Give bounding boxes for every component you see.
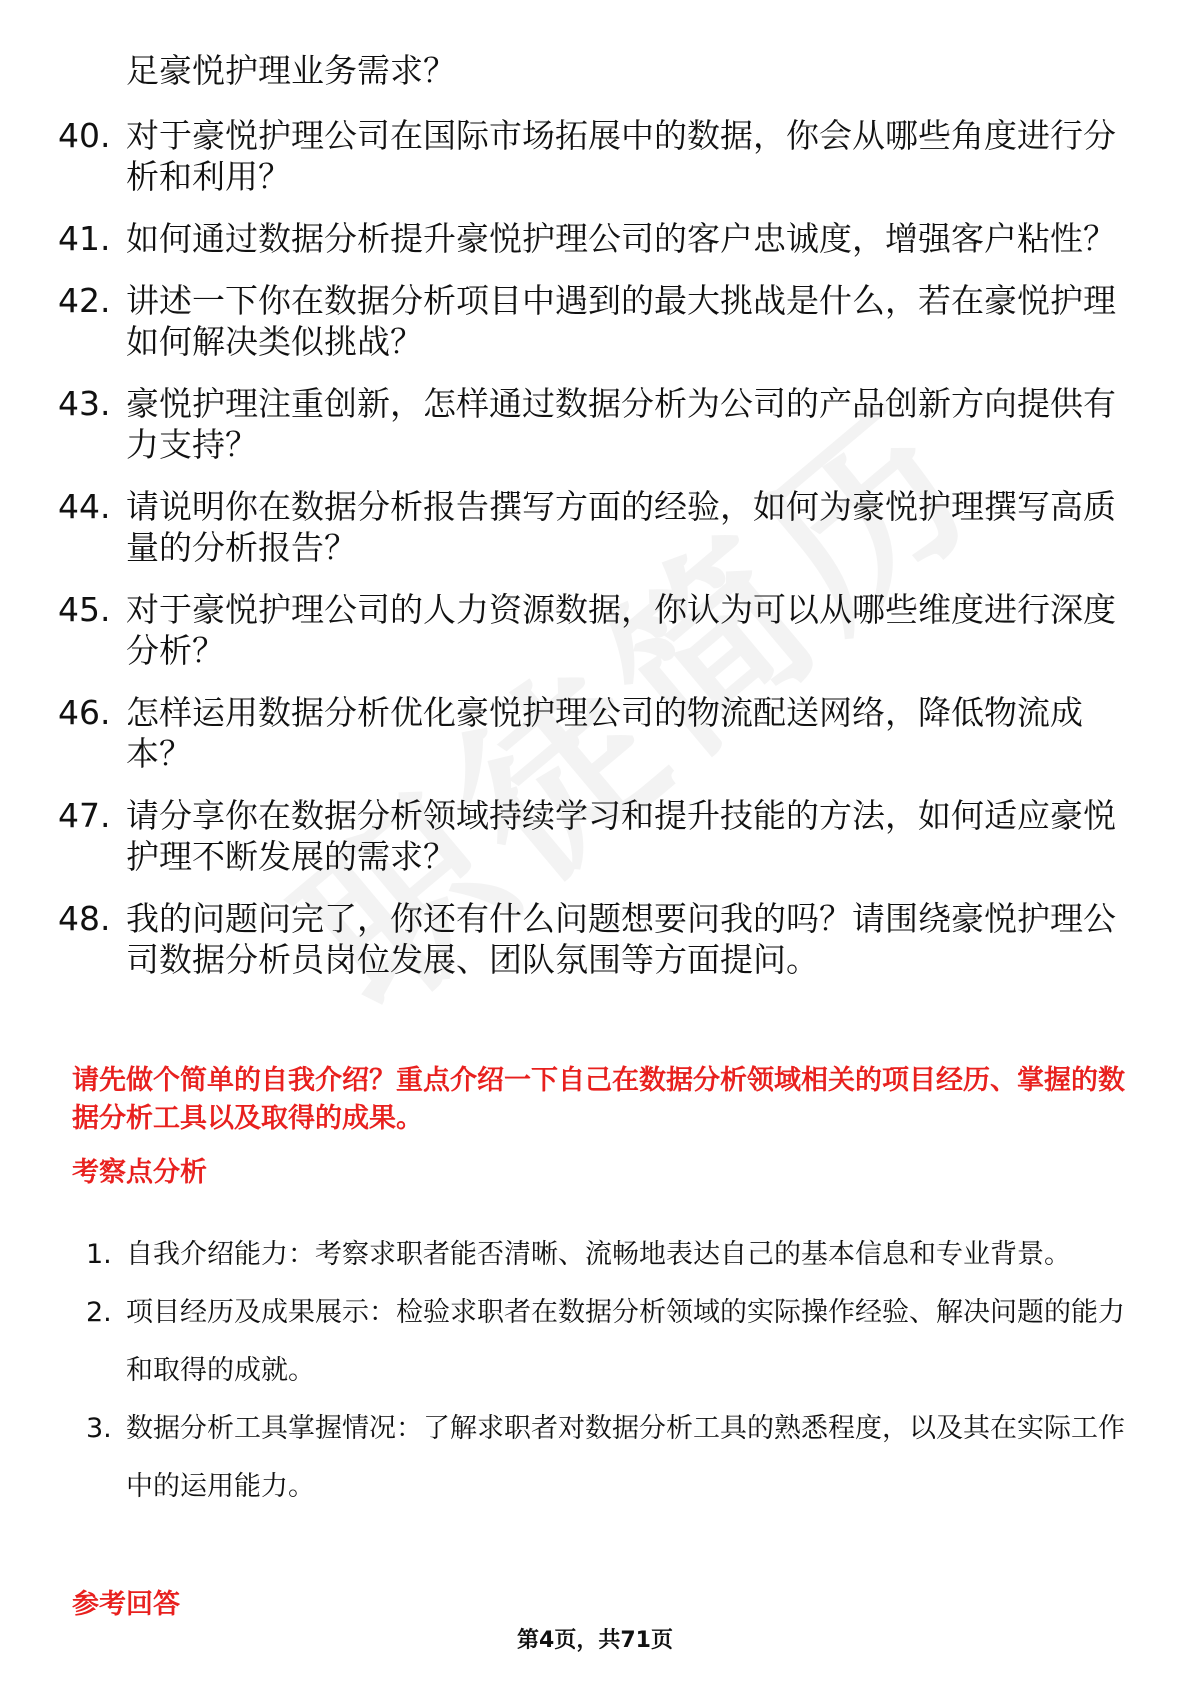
question-text: 请说明你在数据分析报告撰写方面的经验，如何为豪悦护理撰写高质量的分析报告？	[126, 487, 1116, 567]
analysis-item	[86, 1284, 1136, 1400]
featured-question: 请先做个简单的自我介绍？重点介绍一下自己在数据分析领域相关的项目经历、掌握的数据分析工具以及取得的成果。	[72, 1065, 1125, 1134]
question-number: 47.	[58, 796, 111, 835]
question-item	[58, 795, 1138, 877]
question-item	[58, 383, 1138, 465]
question-number: 43.	[58, 384, 111, 423]
question-text: 如何通过数据分析提升豪悦护理公司的客户忠诚度，增强客户粘性？	[126, 219, 1116, 258]
question-number: 44.	[58, 487, 111, 526]
analysis-item	[86, 1226, 1136, 1284]
analysis-text: 数据分析工具掌握情况：了解求职者对数据分析工具的熟悉程度，以及其在实际工作中的运用能力。	[126, 1413, 1125, 1502]
question-number: 40.	[58, 116, 111, 155]
analysis-number: 3.	[86, 1413, 112, 1444]
question-number: 42.	[58, 281, 111, 320]
question-text: 对于豪悦护理公司的人力资源数据，你认为可以从哪些维度进行深度分析？	[126, 590, 1116, 670]
question-number: 45.	[58, 590, 111, 629]
analysis-number: 2.	[86, 1297, 112, 1328]
question-number: 46.	[58, 693, 111, 732]
question-text: 豪悦护理注重创新，怎样通过数据分析为公司的产品创新方向提供有力支持？	[126, 384, 1116, 464]
question-number: 48.	[58, 899, 111, 938]
question-continuation: 足豪悦护理业务需求？	[126, 51, 456, 90]
question-text: 对于豪悦护理公司在国际市场拓展中的数据，你会从哪些角度进行分析和利用？	[126, 116, 1116, 196]
analysis-heading: 考察点分析	[72, 1157, 207, 1188]
page-footer: 第4页，共71页	[517, 1628, 673, 1653]
answer-heading: 参考回答	[72, 1589, 180, 1620]
question-text: 怎样运用数据分析优化豪悦护理公司的物流配送网络，降低物流成本？	[126, 693, 1083, 773]
question-item	[58, 115, 1138, 197]
analysis-text: 项目经历及成果展示：检验求职者在数据分析领域的实际操作经验、解决问题的能力和取得的成就。	[126, 1297, 1125, 1386]
question-text: 请分享你在数据分析领域持续学习和提升技能的方法，如何适应豪悦护理不断发展的需求？	[126, 796, 1116, 876]
analysis-number: 1.	[86, 1239, 112, 1270]
analysis-item	[86, 1400, 1136, 1516]
question-list	[58, 115, 1138, 1001]
question-text: 我的问题问完了，你还有什么问题想要问我的吗？请围绕豪悦护理公司数据分析员岗位发展、团队氛围等方面提问。	[126, 899, 1116, 979]
question-item	[58, 898, 1138, 980]
question-item	[58, 218, 1138, 259]
question-number: 41.	[58, 219, 111, 258]
analysis-list	[86, 1226, 1136, 1516]
question-item	[58, 692, 1138, 774]
question-item	[58, 486, 1138, 568]
question-item	[58, 280, 1138, 362]
question-text: 讲述一下你在数据分析项目中遇到的最大挑战是什么，若在豪悦护理如何解决类似挑战？	[126, 281, 1116, 361]
question-item	[58, 589, 1138, 671]
analysis-text: 自我介绍能力：考察求职者能否清晰、流畅地表达自己的基本信息和专业背景。	[126, 1239, 1071, 1270]
